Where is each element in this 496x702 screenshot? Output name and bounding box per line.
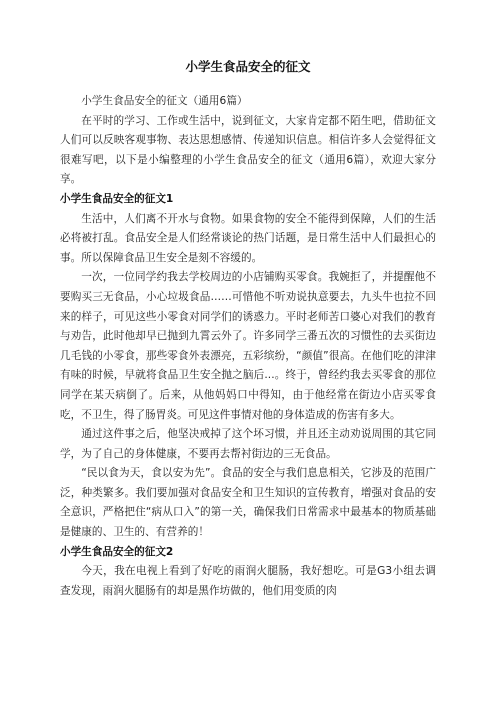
section-1-paragraph-1: 生活中，人们离不开水与食物。如果食物的安全不能得到保障，人们的生活必将被打乱。食品安全是人们经常谈论的热门话题，是日常生活中人们最担心的事。所以保障食品卫生安全是刻不容缓的。 [60,212,436,264]
section-1-paragraph-2: 一次，一位同学约我去学校周边的小店铺购买零食。我婉拒了，并提醒他不要购买三无食品，小心垃圾食品……可惜他不听劝说执意要去，九头牛也拉不回来的样子，可见这些小零食对同学们的诱惑力。平时老师苦口婆心对我们的教育与劝告，此时他却早已抛到九霄云外了。许多同学三番五次的习惯性的去买街边几毛钱的小零食，那些零食外表漂亮，五彩缤纷，“颜值”很高。在他们吃的津津有味的时候，早就将食品卫生安全抛之脑后...。终于，曾经约我去买零食的那位同学在某天病倒了。后来，从他妈妈口中得知，由于他经常在街边小店买零食吃，不卫生，得了肠胃炎。可见这件事情对他的身体造成的伤害有多大。 [60,271,436,421]
section-1-paragraph-3: 通过这件事之后，他坚决戒掉了这个坏习惯，并且还主动劝说周围的其它同学，为了自己的身体健康，不要再去帮衬街边的三无食品。 [60,428,436,460]
section-heading-1: 小学生食品安全的征文1 [60,192,174,205]
document-title: 小学生食品安全的征文 [185,59,311,74]
section-1-paragraph-4: “民以食为天，食以安为先”。食品的安全与我们息息相关，它涉及的范围广泛，种类繁多。我们要加强对食品安全和卫生知识的宣传教育，增强对食品的安全意识，严格把住“病从口入”的第一关，确保我们日常需求中最基本的物质基础是健康的、卫生的、有营养的！ [60,467,436,539]
intro-paragraph: 在平时的学习、工作或生活中，说到征文，大家肯定都不陌生吧，借助征文人们可以反映客观事物、表达思想感情、传递知识信息。相信许多人会觉得征文很难写吧，以下是小编整理的小学生食品安全的征文（通用6篇），欢迎大家分享。 [60,114,436,186]
section-2-paragraph-1: 今天，我在电视上看到了好吃的雨润火腿肠，我好想吃。可是G3小组去调查发现，雨润火腿肠有的却是黑作坊做的，他们用变质的肉 [60,565,436,597]
section-heading-2: 小学生食品安全的征文2 [60,545,174,558]
intro-subtitle: 小学生食品安全的征文（通用6篇） [81,95,248,107]
